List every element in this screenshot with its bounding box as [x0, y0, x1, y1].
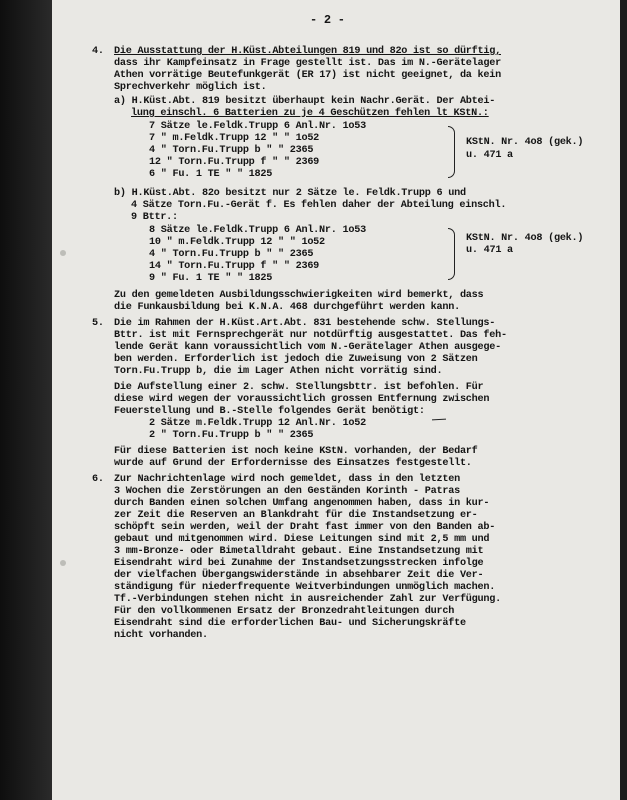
section-5-line: diese wird wegen der voraussichtlich grossen Entfernung zwischen: [114, 394, 490, 405]
item-b-row: 8 Sätze le.Feldk.Trupp 6 Anl.Nr. 1o53: [149, 225, 366, 236]
section-5-line: Die im Rahmen der H.Küst.Art.Abt. 831 bestehende schw. Stellungs-: [114, 318, 496, 329]
section-5-line: Bttr. ist mit Fernsprechgerät nur notdürftig ausgestattet. Das feh-: [114, 330, 507, 341]
section-6-line: Zur Nachrichtenlage wird noch gemeldet, dass in den letzten: [114, 474, 460, 485]
item-b-line: b) H.Küst.Abt. 82o besitzt nur 2 Sätze le. Feldk.Trupp 6 und: [114, 188, 466, 199]
section-5-line: Feuerstellung und B.-Stelle folgendes Gerät benötigt:: [114, 406, 425, 417]
pen-mark: [432, 419, 446, 421]
section-5-line: Torn.Fu.Trupp b, die im Lager Athen nicht vorrätig sind.: [114, 366, 443, 377]
item-a-reference: KStN. Nr. 4o8 (gek.): [466, 137, 584, 148]
section-4-closing: die Funkausbildung bei K.N.A. 468 durchgeführt werden kann.: [114, 302, 460, 313]
scan-edge: [0, 0, 52, 800]
section-6-line: schöpft sein werden, weil der Draht fast immer von den Banden ab-: [114, 522, 496, 533]
item-b-row: 14 " Torn.Fu.Trupp f " " 2369: [149, 261, 320, 272]
section-6-line: der vielfachen Übergangswiderstände in absehbarer Zeit die Ver-: [114, 570, 484, 581]
section-5-line: Die Aufstellung einer 2. schw. Stellungsbttr. ist befohlen. Für: [114, 382, 484, 393]
item-b-row: 9 " Fu. 1 TE " " 1825: [149, 273, 273, 284]
item-a-row: 6 " Fu. 1 TE " " 1825: [149, 169, 273, 180]
item-a-row: 12 " Torn.Fu.Trupp f " " 2369: [149, 157, 320, 168]
item-b-line: 4 Sätze Torn.Fu.-Gerät f. Es fehlen daher der Abteilung einschl.: [131, 200, 507, 211]
section-6-line: gebaut und mitgenommen wird. Diese Leitungen sind mit 2,5 mm und: [114, 534, 490, 545]
section-6-line: Eisendraht wird bei Zunahme der Instandsetzungsstrecken infolge: [114, 558, 484, 569]
section-6-number: 6.: [92, 474, 104, 485]
section-4-line: Athen vorrätige Beutefunkgerät (ER 17) ist nicht geeignet, da kein: [114, 70, 501, 81]
section-4-line: Sprechverkehr möglich ist.: [114, 82, 267, 93]
punch-hole: [60, 250, 66, 256]
section-6-line: nicht vorhanden.: [114, 630, 208, 641]
section-5-row: 2 Sätze m.Feldk.Trupp 12 Anl.Nr. 1o52: [149, 418, 366, 429]
item-b-reference: u. 471 a: [466, 245, 513, 256]
item-a-line: lung einschl. 6 Batterien zu je 4 Geschützen fehlen lt KStN.:: [131, 108, 489, 119]
section-5-line: wurde auf Grund der Erfordernisse des Einsatzes festgestellt.: [114, 458, 472, 469]
item-b-line: 9 Bttr.:: [131, 212, 178, 223]
section-6-line: Eisendraht sind die erforderlichen Bau- und Sicherungskräfte: [114, 618, 466, 629]
section-4-line: dass ihr Kampfeinsatz in Frage gestellt ist. Das im N.-Gerätelager: [114, 58, 501, 69]
item-b-row: 4 " Torn.Fu.Trupp b " " 2365: [149, 249, 314, 260]
section-6-line: Tf.-Verbindungen stehen nicht in ausreichender Zahl zur Verfügung.: [114, 594, 501, 605]
document-page: [52, 0, 620, 800]
section-5-line: ben werden. Erforderlich ist jedoch die Zuweisung von 2 Sätzen: [114, 354, 478, 365]
section-6-line: ständigung für niederfrequente Weitverbindungen unmöglich machen.: [114, 582, 496, 593]
section-5-number: 5.: [92, 318, 104, 329]
section-5-row: 2 " Torn.Fu.Trupp b " " 2365: [149, 430, 314, 441]
section-5-line: Für diese Batterien ist noch keine KStN. vorhanden, der Bedarf: [114, 446, 478, 457]
item-a-row: 7 " m.Feldk.Trupp 12 " " 1o52: [149, 133, 320, 144]
punch-hole: [60, 560, 66, 566]
item-a-row: 7 Sätze le.Feldk.Trupp 6 Anl.Nr. 1o53: [149, 121, 366, 132]
section-4-closing: Zu den gemeldeten Ausbildungsschwierigkeiten wird bemerkt, dass: [114, 290, 484, 301]
section-6-line: 3 Wochen die Zerstörungen an den Geständen Korinth - Patras: [114, 486, 460, 497]
section-6-line: 3 mm-Bronze- oder Bimetalldraht gebaut. Eine Instandsetzung mit: [114, 546, 484, 557]
section-6-line: zer Zeit die Reserven an Blankdraht für die Instandsetzung er-: [114, 510, 478, 521]
brace-b: [448, 228, 455, 280]
section-6-line: Für den vollkommenen Ersatz der Bronzedrahtleitungen durch: [114, 606, 455, 617]
item-b-reference: KStN. Nr. 4o8 (gek.): [466, 233, 584, 244]
item-a-reference: u. 471 a: [466, 150, 513, 161]
section-5-line: lende Gerät kann voraussichtlich vom N.-Gerätelager Athen ausgege-: [114, 342, 501, 353]
section-6-line: durch Banden einen solchen Umfang angenommen haben, dass in kur-: [114, 498, 490, 509]
brace-a: [448, 126, 455, 178]
page-number: - 2 -: [310, 13, 345, 27]
section-4-line: Die Ausstattung der H.Küst.Abteilungen 819 und 82o ist so dürftig,: [114, 46, 501, 57]
item-a-row: 4 " Torn.Fu.Trupp b " " 2365: [149, 145, 314, 156]
section-4-number: 4.: [92, 46, 104, 57]
item-a-line: a) H.Küst.Abt. 819 besitzt überhaupt kein Nachr.Gerät. Der Abtei-: [114, 96, 496, 107]
item-b-row: 10 " m.Feldk.Trupp 12 " " 1o52: [149, 237, 325, 248]
